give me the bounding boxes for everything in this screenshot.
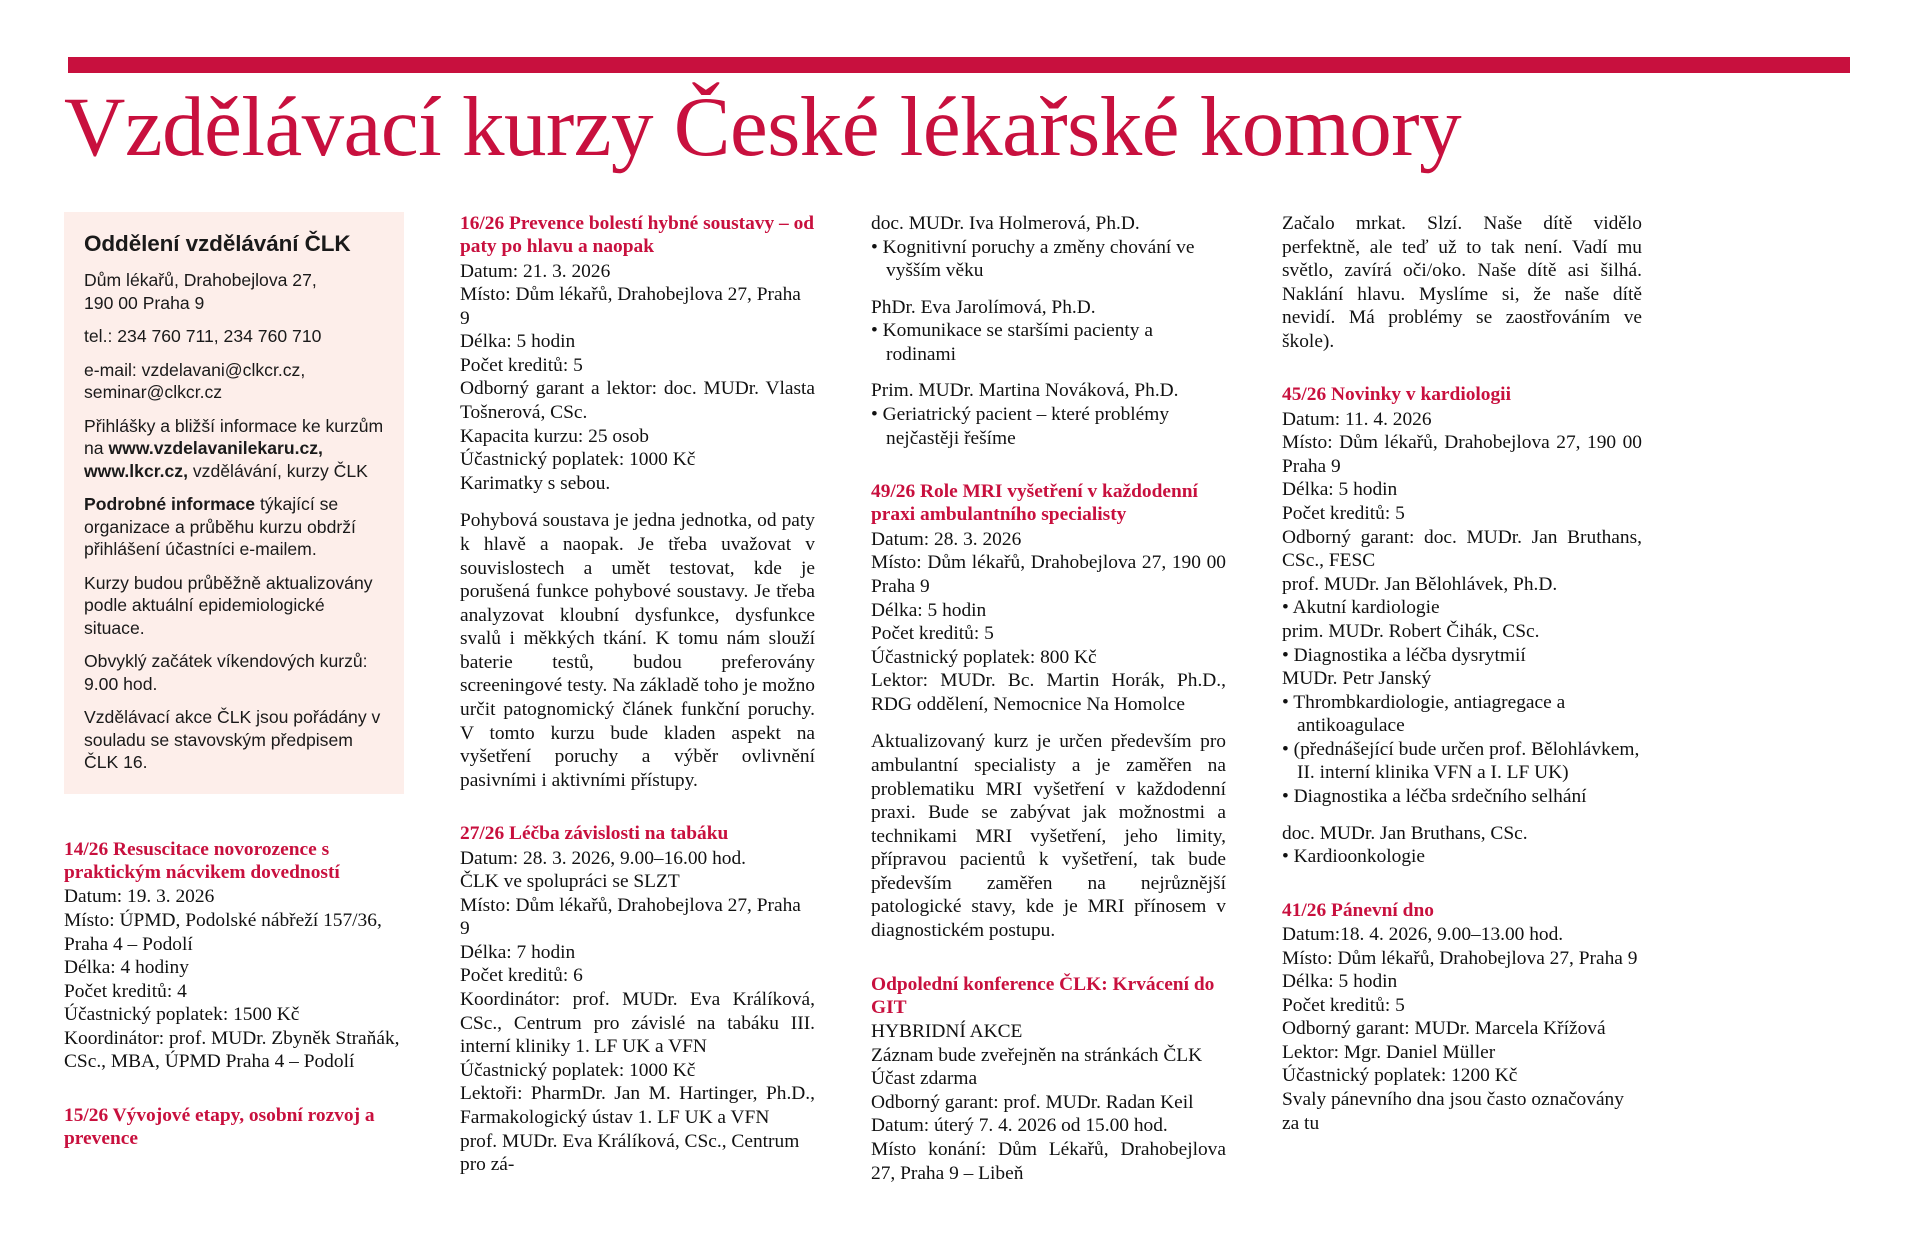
course-49-date: Datum: 28. 3. 2026 xyxy=(871,528,1022,550)
course-27-date: Datum: 28. 3. 2026, 9.00–16.00 hod. xyxy=(460,847,747,869)
course-45-date: Datum: 11. 4. 2026 xyxy=(1282,408,1432,430)
infobox-address-line2: 190 00 Praha 9 xyxy=(84,292,205,313)
infobox-registration-url1[interactable]: www.vzdelavanilekaru.cz, xyxy=(108,438,323,459)
course-16-date: Datum: 21. 3. 2026 xyxy=(460,260,611,282)
course-14-coordinator: Koordinátor: prof. MUDr. Zbyněk Straňák, CSc., MBA, ÚPMD Praha 4 – Podolí xyxy=(64,1027,400,1073)
masthead-rule xyxy=(68,57,1850,73)
infobox-email-line1: e-mail: vzdelavani@clkcr.cz, xyxy=(84,359,306,380)
course-45-speaker-1: prof. MUDr. Jan Bělohlávek, Ph.D. xyxy=(1282,573,1558,595)
course-45-topic-6: • Kardioonkologie xyxy=(1282,846,1426,868)
course-45-speaker-3: MUDr. Petr Janský xyxy=(1282,668,1432,690)
column-4 xyxy=(1282,212,1642,1258)
infobox-registration xyxy=(84,415,384,483)
infobox-registration-post: vzdělávání, kurzy ČLK xyxy=(187,460,368,481)
course-16-place: Místo: Dům lékařů, Drahobejlova 27, Praha 9 xyxy=(460,284,801,329)
course-16-guarantor: Odborný garant a lektor: doc. MUDr. Vlasta Tošnerová, CSc. xyxy=(460,378,815,424)
course-49-fee: Účastnický poplatek: 800 Kč xyxy=(871,646,1097,668)
course-45-topic-2: • Diagnostika a léčba dysrytmií xyxy=(1282,644,1526,666)
course-45-topic-4: • (přednášející bude určen prof. Bělohlávkem, II. interní klinika VFN a I. LF UK) xyxy=(1282,738,1640,784)
course-27-length: Délka: 7 hodin xyxy=(460,941,576,963)
infobox-email-line2: seminar@clkcr.cz xyxy=(84,382,223,403)
course-49-title: 49/26 Role MRI vyšetření v každodenní praxi ambulantního specialisty xyxy=(871,481,1198,526)
infobox-phone: tel.: 234 760 711, 234 760 710 xyxy=(84,326,322,347)
infobox-details-text: týkající se organizace a průběhu kurzu obdrží přihlášení účastníci e-mailem. xyxy=(84,494,356,560)
course-14-length: Délka: 4 hodiny xyxy=(64,957,189,979)
course-49 xyxy=(871,480,1226,942)
course-27 xyxy=(460,822,815,1176)
course-45-credits: Počet kreditů: 5 xyxy=(1282,503,1405,525)
infobox-update-note: Kurzy budou průběžně aktualizovány podle aktuální epidemiologické situace. xyxy=(84,572,373,638)
infobox-details xyxy=(84,493,384,561)
conference-block xyxy=(871,973,1226,1186)
course-27-lecturers-cont: prof. MUDr. Eva Králíková, CSc., Centrum pro zá- xyxy=(460,1130,800,1176)
course-27-place: Místo: Dům lékařů, Drahobejlova 27, Praha 9 xyxy=(460,894,801,940)
course-45-speaker-4: doc. MUDr. Jan Bruthans, CSc. xyxy=(1282,822,1528,844)
infobox-email xyxy=(84,359,384,404)
conference-hybrid: HYBRIDNÍ AKCE xyxy=(871,1021,1023,1043)
course-27-fee: Účastnický poplatek: 1000 Kč xyxy=(460,1059,696,1081)
course-45 xyxy=(1282,383,1642,868)
course-14-credits: Počet kreditů: 4 xyxy=(64,980,187,1002)
infobox-registration-url2[interactable]: www.lkcr.cz, xyxy=(84,460,188,481)
spacer xyxy=(871,283,1226,296)
infobox-address-line1: Dům lékařů, Drahobejlova 27, xyxy=(84,270,317,290)
course-16-fee: Účastnický poplatek: 1000 Kč xyxy=(460,449,696,471)
course-45-title: 45/26 Novinky v kardiologii xyxy=(1282,384,1511,406)
infobox-registration-pre: Přihlášky a bližší informace ke kurzům na xyxy=(84,415,384,459)
course-16-capacity: Kapacita kurzu: 25 osob xyxy=(460,425,650,447)
conference-date: Datum: úterý 7. 4. 2026 od 15.00 hod. xyxy=(871,1115,1168,1137)
course-41-fee: Účastnický poplatek: 1200 Kč xyxy=(1282,1065,1518,1087)
infobox-heading: Oddělení vzdělávání ČLK xyxy=(84,231,351,256)
course-41-credits: Počet kreditů: 5 xyxy=(1282,994,1405,1016)
geriatrics-topic-2: • Komunikace se staršími pacienty a rodinami xyxy=(871,320,1153,365)
course-27-coordinator: Koordinátor: prof. MUDr. Eva Králíková, CSc., Centrum pro závislé na tabáku III. interní kliniky 1. LF UK a VFN xyxy=(460,989,815,1058)
column-2 xyxy=(460,212,815,1258)
course-45-topic-1: • Akutní kardiologie xyxy=(1282,597,1440,619)
infobox-details-label: Podrobné informace xyxy=(84,494,256,515)
course-41-date: Datum:18. 4. 2026, 9.00–13.00 hod. xyxy=(1282,924,1564,946)
course-27-cooperation: ČLK ve spolupráci se SLZT xyxy=(460,871,680,893)
course-49-place: Místo: Dům lékařů, Drahobejlova 27, 190 00 Praha 9 xyxy=(871,552,1226,597)
course-45-speaker-2: prim. MUDr. Robert Čihák, CSc. xyxy=(1282,620,1540,642)
column-3 xyxy=(871,212,1226,1258)
geriatrics-speaker-1: doc. MUDr. Iva Holmerová, Ph.D. xyxy=(871,213,1140,234)
course-14-date: Datum: 19. 3. 2026 xyxy=(64,886,215,908)
course-16 xyxy=(460,212,815,792)
course-45-topic-5: • Diagnostika a léčba srdečního selhání xyxy=(1282,786,1587,807)
page-title: Vzdělávací kurzy České lékařské komory xyxy=(64,80,1462,174)
course-15-title: 15/26 Vývojové etapy, osobní rozvoj a prevence xyxy=(64,1104,375,1150)
course-41-description-cut: Svaly pánevního dna jsou často označovány za tu xyxy=(1282,1089,1624,1134)
course-14-title: 14/26 Resuscitace novorozence s praktickým nácvikem dovedností xyxy=(64,838,340,884)
course-16-note: Karimatky s sebou. xyxy=(460,472,611,494)
spacer xyxy=(1282,809,1642,822)
contact-infobox xyxy=(64,212,404,794)
geriatrics-speaker-3: Prim. MUDr. Martina Nováková, Ph.D. xyxy=(871,380,1179,402)
course-45-length: Délka: 5 hodin xyxy=(1282,479,1398,501)
course-45-place: Místo: Dům lékařů, Drahobejlova 27, 190 00 Praha 9 xyxy=(1282,432,1642,477)
vision-continuation xyxy=(1282,212,1642,353)
course-45-topic-3: • Thrombkardiologie, antiagregace a antikoagulace xyxy=(1282,691,1566,737)
course-49-length: Délka: 5 hodin xyxy=(871,599,987,621)
geriatrics-topic-1: • Kognitivní poruchy a změny chování ve vyšším věku xyxy=(871,236,1195,282)
conference-title: Odpolední konference ČLK: Krvácení do GIT xyxy=(871,973,1215,1018)
infobox-regulation-note: Vzdělávací akce ČLK jsou pořádány v souladu se stavovským předpisem ČLK 16. xyxy=(84,707,381,773)
infobox-address xyxy=(84,269,384,314)
article-columns xyxy=(64,212,1858,1258)
course-14 xyxy=(64,838,404,1074)
course-49-lecturer: Lektor: MUDr. Bc. Martin Horák, Ph.D., RDG oddělení, Nemocnice Na Homolce xyxy=(871,670,1226,715)
course-49-credits: Počet kreditů: 5 xyxy=(871,623,994,645)
course-16-title: 16/26 Prevence bolestí hybné soustavy – od paty po hlavu a naopak xyxy=(460,213,815,258)
course-41-length: Délka: 5 hodin xyxy=(1282,971,1398,993)
course-15 xyxy=(64,1104,404,1151)
geriatrics-topic-3: • Geriatrický pacient – které problémy nejčastěji řešíme xyxy=(871,404,1170,449)
conference-guarantor: Odborný garant: prof. MUDr. Radan Keil xyxy=(871,1091,1194,1113)
course-41-guarantor: Odborný garant: MUDr. Marcela Křížová xyxy=(1282,1018,1606,1040)
vision-paragraph: Začalo mrkat. Slzí. Naše dítě vidělo perfektně, ale teď už to tak není. Vadí mu světlo, zavírá oči/oko. Naše dítě asi šilhá. Naklání hlavu. Myslíme si, že naše dítě nevidí. Má problémy se zaostřováním ve škole). xyxy=(1282,213,1642,352)
course-16-credits: Počet kreditů: 5 xyxy=(460,354,583,376)
course-27-credits: Počet kreditů: 6 xyxy=(460,965,583,987)
conference-free: Účast zdarma xyxy=(871,1068,978,1090)
course-45-guarantor: Odborný garant: doc. MUDr. Jan Bruthans, CSc., FESC xyxy=(1282,526,1642,572)
course-14-fee: Účastnický poplatek: 1500 Kč xyxy=(64,1004,300,1026)
course-16-description: Pohybová soustava je jedna jednotka, od paty k hlavě a naopak. Je třeba uvažovat v souvislostech a umět testovat, kde je porušená funkce pohybové soustavy. Je třeba analyzovat kloubní dysfunkce, dysfunkce svalů i měkkých tkání. K tomu nám slouží baterie testů, budou preferovány screeningové testy. Na základě toho je možno určit patognomický článek funkční poruchy. V tomto kurzu bude kladen aspekt na vyšetření poruchy a výběr ovlivnění pasivními i aktivními přístupy. xyxy=(460,510,815,791)
course-41-title: 41/26 Pánevní dno xyxy=(1282,899,1434,921)
column-1 xyxy=(64,212,404,1258)
course-49-description: Aktualizovaný kurz je určen především pro ambulantní specialisty a je zaměřen na problematiku MRI vyšetření v každodenní praxi. Bude se zabývat jak možnostmi a technikami MRI vyšetření, jeho limity, přípravou pacientů k vyšetření, tak bude především zaměřen na nejrůznější patologické stavy, kde je MRI přínosem v diagnostickém postupu. xyxy=(871,731,1226,942)
geriatrics-continuation xyxy=(871,212,1226,450)
geriatrics-speaker-2: PhDr. Eva Jarolímová, Ph.D. xyxy=(871,296,1096,318)
course-41 xyxy=(1282,899,1642,1135)
conference-recording: Záznam bude zveřejněn na stránkách ČLK xyxy=(871,1044,1203,1066)
infobox-start-note: Obvyklý začátek víkendových kurzů: 9.00 hod. xyxy=(84,651,368,694)
course-27-title: 27/26 Léčba závislosti na tabáku xyxy=(460,823,729,845)
course-41-place: Místo: Dům lékařů, Drahobejlova 27, Praha 9 xyxy=(1282,947,1638,969)
course-14-place: Místo: ÚPMD, Podolské nábřeží 157/36, Praha 4 – Podolí xyxy=(64,909,382,955)
conference-place: Místo konání: Dům Lékařů, Drahobejlova 27, Praha 9 – Libeň xyxy=(871,1139,1226,1184)
course-16-length: Délka: 5 hodin xyxy=(460,331,576,353)
course-27-lecturers: Lektoři: PharmDr. Jan M. Hartinger, Ph.D., Farmakologický ústav 1. LF UK a VFN xyxy=(460,1083,815,1128)
spacer xyxy=(871,366,1226,379)
course-41-lecturer: Lektor: Mgr. Daniel Müller xyxy=(1282,1041,1496,1063)
